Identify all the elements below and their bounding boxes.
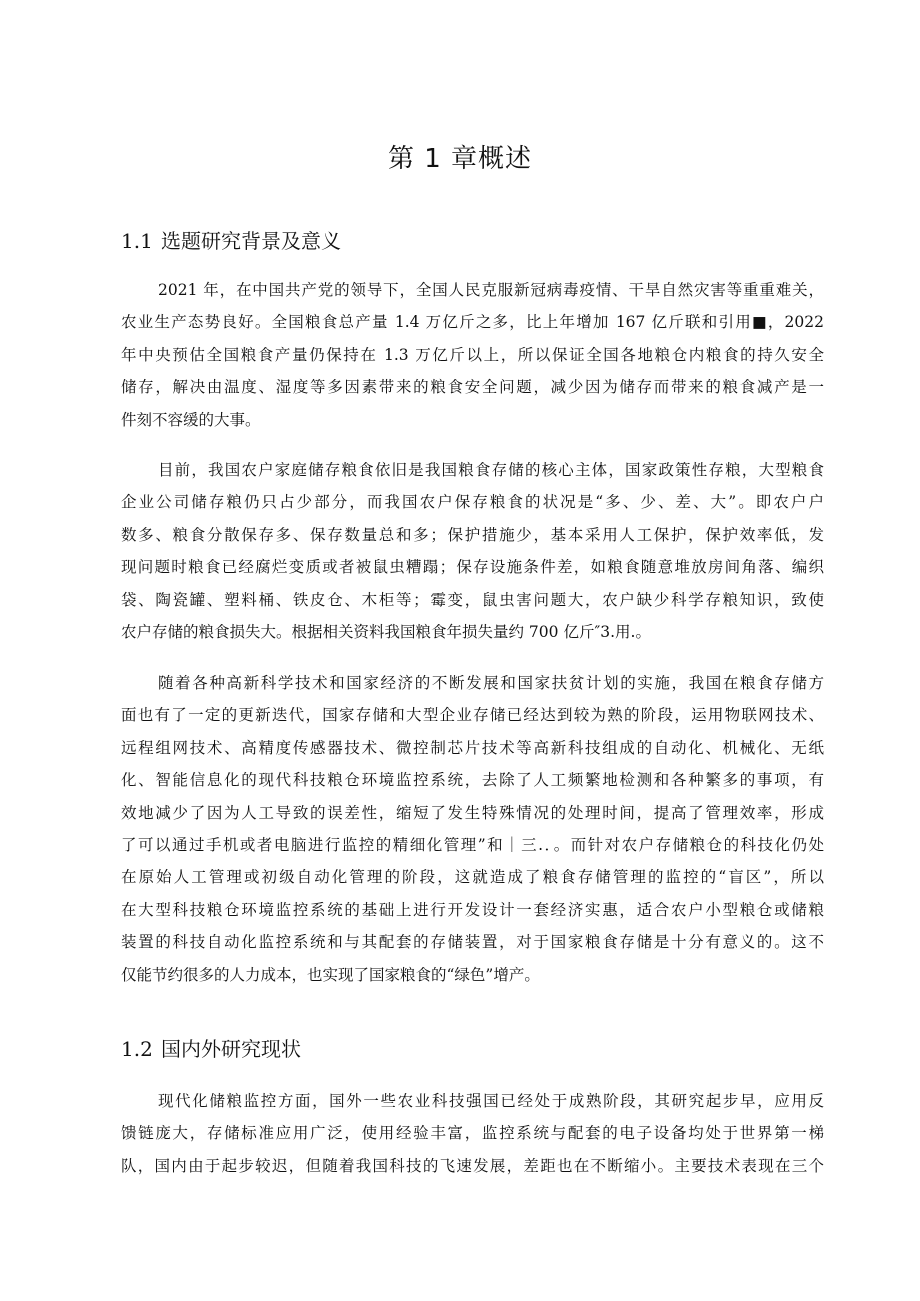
paragraph	[121, 274, 824, 436]
section-heading-1-2	[121, 1034, 301, 1064]
paragraph-line: 农户存储的粮食损失大。根据相关资料我国粮食年损失量约 700 亿斤″3.用.。	[121, 622, 651, 641]
paragraph-line: 2021 年，在中国共产党的领导下，全国人民克服新冠病毒疫情、干旱自然灾害等重重难关，	[158, 281, 824, 299]
paragraph-line: 农业生产态势良好。全国粮食总产量 1.4 万亿斤之多，比上年增加 167 亿斤联和引用■，2022	[121, 313, 824, 332]
paragraph-line: 在大型科技粮仓环境监控系统的基础上进行开发设计一套经济实惠，适合农户小型粮仓或储粮	[121, 900, 824, 919]
paragraph-line: 企业公司储存粮仍只占少部分，而我国农户保存粮食的状况是“多、少、差、大”。即农户户	[121, 493, 824, 512]
paragraph-line: 远程组网技术、高精度传感器技术、微控制芯片技术等高新科技组成的自动化、机械化、无纸	[121, 738, 824, 757]
paragraph-line: 馈链庞大，存储标准应用广泛，使用经验丰富，监控系统与配套的电子设备均处于世界第一梯	[121, 1124, 824, 1143]
paragraph-line: 储存，解决由温度、湿度等多因素带来的粮食安全问题，减少因为储存而带来的粮食减产是一	[121, 378, 824, 397]
section-number: 1.2	[121, 1037, 153, 1061]
paragraph-line: 在原始人工管理或初级自动化管理的阶段，这就造成了粮食存储管理的监控的“盲区”，所以	[121, 868, 824, 887]
paragraph-line: 效地减少了因为人工导致的误差性，缩短了发生特殊情况的处理时间，提高了管理效率，形成	[121, 803, 824, 822]
paragraph-line: 现问题时粮食已经腐烂变质或者被鼠虫糟蹋；保存设施条件差，如粮食随意堆放房间角落、编织	[121, 558, 824, 577]
section-heading-1-1	[121, 226, 341, 256]
paragraph-line: 数多、粮食分散保存多、保存数量总和多；保护措施少，基本采用人工保护，保护效率低，发	[121, 525, 824, 544]
paragraph	[121, 667, 824, 991]
paragraph	[121, 1085, 824, 1182]
section-title: 国内外研究现状	[161, 1037, 301, 1061]
paragraph-line: 袋、陶瓷罐、塑料桶、铁皮仓、木柜等；霉变，鼠虫害问题大，农户缺少科学存粮知识，致使	[121, 590, 824, 609]
paragraph-line: 现代化储粮监控方面，国外一些农业科技强国已经处于成熟阶段，其研究起步早，应用反	[158, 1092, 824, 1110]
paragraph-line: 件刻不容缓的大事。	[121, 410, 261, 429]
section-number: 1.1	[121, 229, 153, 253]
paragraph-line: 队，国内由于起步较迟，但随着我国科技的飞速发展，差距也在不断缩小。主要技术表现在三个	[121, 1156, 824, 1175]
paragraph-line: 年中央预估全国粮食产量仍保持在 1.3 万亿斤以上，所以保证全国各地粮仓内粮食的持久安全	[121, 345, 824, 364]
chapter-title: 第 1 章概述	[387, 144, 533, 174]
paragraph-line: 了可以通过手机或者电脑进行监控的精细化管理”和｜三.．。而针对农户存储粮仓的科技化仍处	[121, 835, 824, 854]
paragraph-line: 目前，我国农户家庭储存粮食依旧是我国粮食存储的核心主体，国家政策性存粮，大型粮食	[158, 461, 824, 479]
paragraph-line: 面也有了一定的更新迭代，国家存储和大型企业存储已经达到较为熟的阶段，运用物联网技术、	[121, 706, 824, 725]
paragraph-line: 装置的科技自动化监控系统和与其配套的存储装置，对于国家粮食存储是十分有意义的。这不	[121, 933, 824, 952]
paragraph-line: 化、智能信息化的现代科技粮仓环境监控系统，去除了人工频繁地检测和各种繁多的事项，有	[121, 771, 824, 790]
paragraph	[121, 454, 824, 648]
paragraph-line: 仅能节约很多的人力成本，也实现了国家粮食的“绿色”增产。	[121, 965, 540, 984]
paragraph-line: 随着各种高新科学技术和国家经济的不断发展和国家扶贫计划的实施，我国在粮食存储方	[158, 674, 824, 692]
section-title: 选题研究背景及意义	[161, 229, 341, 253]
